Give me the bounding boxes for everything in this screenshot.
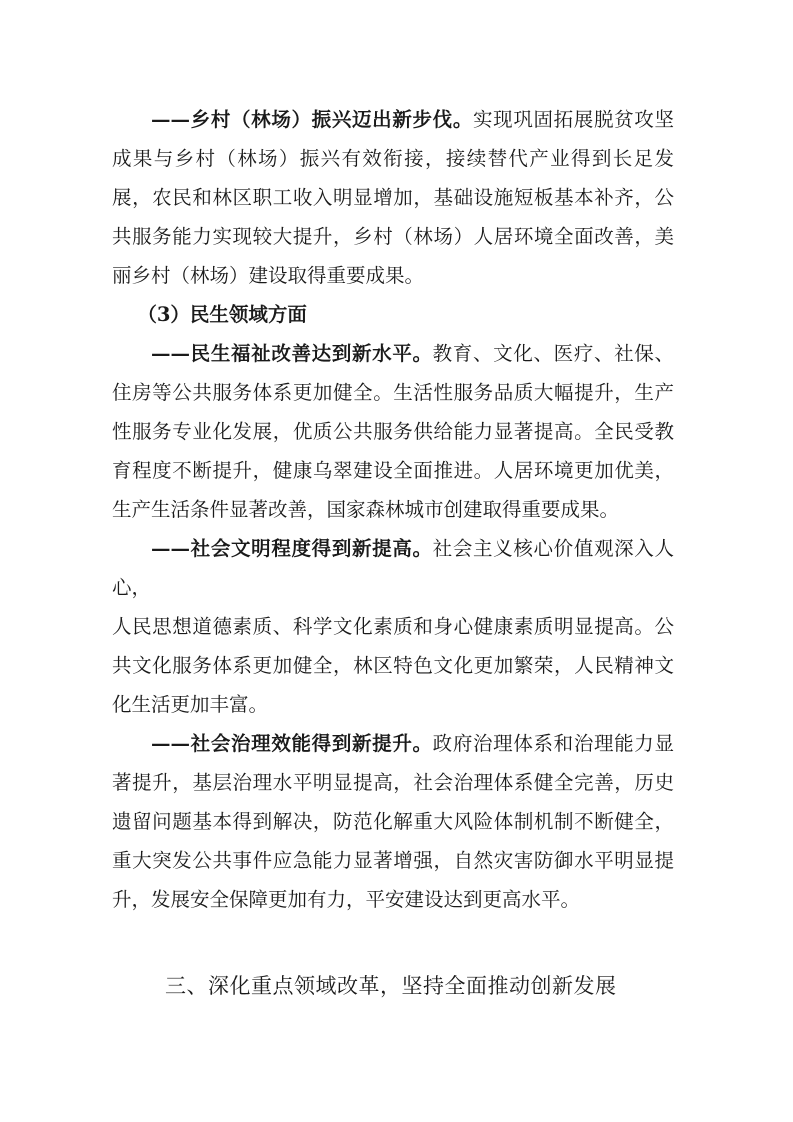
paragraph-rural-revitalization [112, 100, 674, 295]
paragraph-lead: ——社会治理效能得到新提升。 [151, 732, 433, 755]
paragraph-social-civilization-continued [112, 607, 674, 724]
paragraph-social-governance [112, 724, 674, 919]
document-body [112, 100, 674, 919]
paragraph-lead: ——民生福祉改善达到新水平。 [151, 342, 433, 365]
section-heading: 三、深化重点领域改革，坚持全面推动创新发展 [165, 974, 617, 998]
paragraph-text: 人民思想道德素质、科学文化素质和身心健康素质明显提高。公共文化服务体系更加健全，林区特色文化更加繁荣，人民精神文化生活更加丰富。 [112, 615, 674, 716]
paragraph-lead: ——乡村（林场）振兴迈出新步伐。 [151, 108, 473, 131]
paragraph-social-civilization [112, 529, 674, 607]
paragraph-text: 社会主义核心价值观深入人心， [112, 537, 674, 599]
paragraph-text: 教育、文化、医疗、社保、住房等公共服务体系更加健全。生活性服务品质大幅提升，生产性服务专业化发展，优质公共服务供给能力显著提高。全民受教育程度不断提升，健康乌翠建设全面推进。人居环境更加优美，生产生活条件显著改善，国家森林城市创建取得重要成果。 [112, 342, 674, 521]
subsection-heading: （3）民生领域方面 [137, 303, 307, 326]
paragraph-people-welfare [112, 334, 674, 529]
paragraph-text: 政府治理体系和治理能力显著提升，基层治理水平明显提高，社会治理体系健全完善，历史遗留问题基本得到解决，防范化解重大风险体制机制不断健全，重大突发公共事件应急能力显著增强，自然灾害防御水平明显提升，发展安全保障更加有力，平安建设达到更高水平。 [112, 732, 674, 911]
paragraph-text: 实现巩固拓展脱贫攻坚成果与乡村（林场）振兴有效衔接，接续替代产业得到长足发展，农民和林区职工收入明显增加，基础设施短板基本补齐，公共服务能力实现较大提升，乡村（林场）人居环境全面改善，美丽乡村（林场）建设取得重要成果。 [112, 108, 674, 287]
paragraph-lead: ——社会文明程度得到新提高。 [151, 537, 433, 560]
